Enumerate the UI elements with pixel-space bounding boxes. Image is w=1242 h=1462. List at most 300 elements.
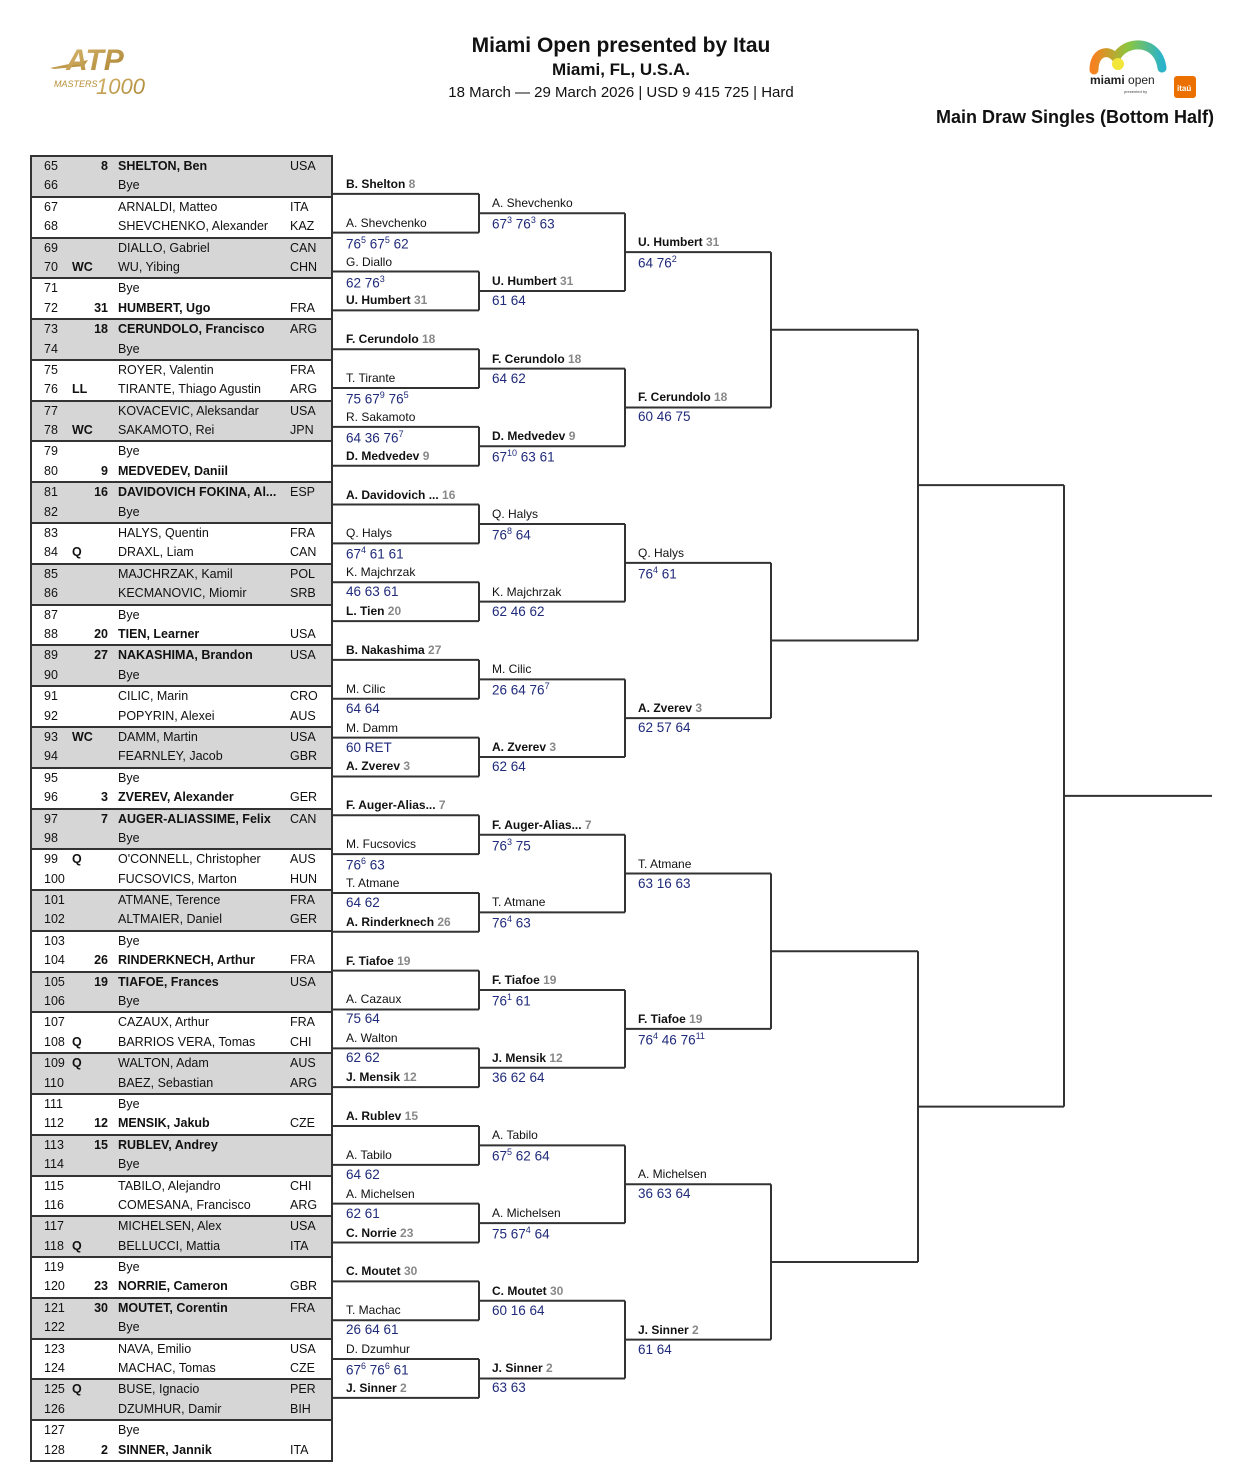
winner-seed: 18 xyxy=(418,332,436,347)
winner-name: T. Atmane xyxy=(638,856,692,871)
match-score: 36 63 64 xyxy=(638,1186,691,1202)
draw-position: 84 xyxy=(44,545,58,560)
draw-position: 99 xyxy=(44,852,58,867)
r3-winner[interactable] xyxy=(638,1012,702,1026)
r3-winner[interactable] xyxy=(638,701,702,715)
player-name: SHELTON, Ben xyxy=(118,159,208,173)
country-code: FRA xyxy=(290,953,315,968)
r3-winner[interactable] xyxy=(638,857,691,871)
winner-name: U. Humbert xyxy=(638,235,703,250)
seed-number: 8 xyxy=(101,159,108,173)
winner-seed: 23 xyxy=(396,1225,414,1240)
r1-winner[interactable] xyxy=(346,1303,401,1317)
country-code: CHI xyxy=(290,1178,312,1193)
match-score: 75 $67^9$ $76^5$ xyxy=(346,390,409,407)
country-code: ARG xyxy=(290,1075,318,1090)
draw-position: 116 xyxy=(44,1197,64,1212)
seed-number: 30 xyxy=(94,1300,108,1315)
svg-text:miami open: miami open xyxy=(1090,73,1155,87)
match-score: 62 $76^3$ xyxy=(346,273,385,291)
winner-name: C. Moutet xyxy=(492,1283,547,1298)
winner-seed: 3 xyxy=(546,740,557,755)
r1-winner[interactable] xyxy=(346,643,441,657)
country-code: KAZ xyxy=(290,219,315,234)
player-name: Bye xyxy=(118,770,140,785)
draw-position: 72 xyxy=(44,300,58,315)
draw-position: 101 xyxy=(44,893,65,908)
match-score: 64 62 xyxy=(346,894,380,910)
r2-winner[interactable] xyxy=(492,585,561,599)
draw-position: 110 xyxy=(44,1075,64,1090)
winner-name: C. Norrie xyxy=(346,1225,397,1240)
winner-name: R. Sakamoto xyxy=(346,409,416,424)
seed-number: 19 xyxy=(94,974,108,989)
match-score: 62 62 xyxy=(346,1050,380,1066)
draw-position: 82 xyxy=(44,504,58,519)
winner-name: M. Cilic xyxy=(492,662,532,677)
r2-winner[interactable] xyxy=(492,1128,538,1142)
match-score: 61 64 xyxy=(638,1341,672,1357)
winner-seed: 19 xyxy=(539,973,557,988)
winner-seed: 31 xyxy=(410,293,428,308)
r3-winner[interactable] xyxy=(638,390,727,404)
winner-name: A. Walton xyxy=(346,1031,398,1046)
r1-winner[interactable] xyxy=(346,255,392,269)
draw-position: 73 xyxy=(44,322,58,337)
country-code: GBR xyxy=(290,749,318,764)
player-name: TIAFOE, Frances xyxy=(118,974,219,989)
winner-name: J. Sinner xyxy=(346,1380,397,1395)
r3-winner[interactable] xyxy=(638,1167,707,1181)
winner-name: B. Shelton xyxy=(346,176,406,191)
svg-text:MASTERS: MASTERS xyxy=(54,79,98,89)
draw-position: 105 xyxy=(44,974,65,989)
draw-position: 112 xyxy=(44,1116,64,1131)
r3-winner[interactable] xyxy=(638,546,684,560)
draw-position: 77 xyxy=(44,403,58,418)
player-name: COMESANA, Francisco xyxy=(118,1197,251,1212)
winner-name: M. Cilic xyxy=(346,681,386,696)
winner-seed: 27 xyxy=(424,642,442,657)
winner-seed: 2 xyxy=(688,1322,699,1337)
tournament-location: Miami, FL, U.S.A. xyxy=(552,60,690,79)
winner-seed: 3 xyxy=(692,701,703,716)
svg-text:itaú: itaú xyxy=(1177,84,1192,93)
match-score: 63 16 63 xyxy=(638,875,691,891)
player-name: TIEN, Learner xyxy=(118,626,200,641)
draw-position: 78 xyxy=(44,423,58,438)
draw-position: 104 xyxy=(44,953,65,968)
r3-winner[interactable] xyxy=(638,235,719,249)
winner-name: J. Mensik xyxy=(346,1070,401,1085)
r1-winner[interactable] xyxy=(346,1381,407,1395)
draw-position: 111 xyxy=(44,1096,64,1111)
r1-winner[interactable] xyxy=(346,1070,417,1084)
r1-winner[interactable] xyxy=(346,1342,410,1356)
r1-winner[interactable] xyxy=(346,410,415,424)
player-name: O'CONNELL, Christopher xyxy=(118,852,261,867)
draw-position: 67 xyxy=(44,199,58,214)
seed-number: 9 xyxy=(101,463,108,478)
match-score: 62 57 64 xyxy=(638,720,691,736)
r2-winner[interactable] xyxy=(492,1361,553,1375)
draw-position: 85 xyxy=(44,566,58,581)
player-name: CILIC, Marin xyxy=(118,689,189,704)
country-code: CAN xyxy=(290,545,317,560)
match-score: 64 62 xyxy=(346,1166,380,1182)
r2-winner[interactable] xyxy=(492,740,556,754)
winner-name: F. Tiafoe xyxy=(492,973,540,988)
player-name: WU, Yibing xyxy=(118,259,180,274)
winner-seed: 7 xyxy=(581,817,592,832)
r1-winner[interactable] xyxy=(346,1187,415,1201)
match-score: 60 RET xyxy=(346,739,392,755)
winner-name: F. Tiafoe xyxy=(346,953,394,968)
winner-name: U. Humbert xyxy=(492,273,557,288)
country-code: PER xyxy=(290,1382,316,1397)
draw-position: 114 xyxy=(44,1157,64,1172)
r1-winner[interactable] xyxy=(346,992,401,1006)
winner-seed: 19 xyxy=(393,953,411,968)
draw-position: 68 xyxy=(44,219,58,234)
svg-text:presented by: presented by xyxy=(1124,89,1148,94)
player-name: BARRIOS VERA, Tomas xyxy=(118,1034,256,1049)
player-name: MICHELSEN, Alex xyxy=(118,1219,222,1234)
match-score: 75 $67^4$ 64 xyxy=(492,1225,550,1242)
winner-seed: 18 xyxy=(710,390,728,405)
r2-winner[interactable] xyxy=(492,818,592,832)
match-score: 26 64 $76^7$ xyxy=(492,681,550,698)
winner-name: A. Zverev xyxy=(638,701,693,716)
winner-seed: 12 xyxy=(546,1050,563,1065)
r1-winner[interactable] xyxy=(346,798,446,812)
match-score: $76^1$ 61 xyxy=(492,992,531,1009)
draw-position: 88 xyxy=(44,626,58,641)
country-code: FRA xyxy=(290,1300,315,1315)
r1-winner[interactable] xyxy=(346,488,455,502)
entry-status: Q xyxy=(72,1056,82,1071)
player-name: CERUNDOLO, Francisco xyxy=(118,322,265,337)
match-score: $76^4$ 61 xyxy=(638,564,677,582)
r2-winner[interactable] xyxy=(492,973,556,987)
country-code: GER xyxy=(290,912,318,927)
r2-winner[interactable] xyxy=(492,895,545,909)
seed-number: 18 xyxy=(94,322,108,337)
r2-winner[interactable] xyxy=(492,1284,563,1298)
r1-winner[interactable] xyxy=(346,216,427,230)
entry-status: LL xyxy=(72,382,88,397)
draw-position: 75 xyxy=(44,362,58,377)
player-name: Bye xyxy=(118,341,140,356)
match-score: 36 62 64 xyxy=(492,1069,545,1085)
r1-winner[interactable] xyxy=(346,371,395,385)
r1-winner[interactable] xyxy=(346,293,427,307)
country-code: ESP xyxy=(290,485,316,500)
winner-name: A. Tabilo xyxy=(492,1128,538,1143)
draw-position: 95 xyxy=(44,770,58,785)
r1-winner[interactable] xyxy=(346,759,410,773)
r1-winner[interactable] xyxy=(346,1148,392,1162)
winner-name: M. Damm xyxy=(346,720,398,735)
player-name: KOVACEVIC, Aleksandar xyxy=(118,403,259,418)
country-code: USA xyxy=(290,403,316,418)
player-name: ZVEREV, Alexander xyxy=(118,790,234,805)
seed-number: 7 xyxy=(101,811,108,826)
draw-position: 103 xyxy=(44,933,65,948)
winner-name: B. Nakashima xyxy=(346,642,425,657)
match-score: 64 64 xyxy=(346,700,380,716)
country-code: POL xyxy=(290,566,316,581)
player-row[interactable] xyxy=(32,1421,331,1440)
country-code: FRA xyxy=(290,300,315,315)
seed-number: 2 xyxy=(101,1442,108,1457)
r2-winner[interactable] xyxy=(492,196,573,210)
draw-position: 76 xyxy=(44,382,58,397)
country-code: CHN xyxy=(290,259,318,274)
country-code: CZE xyxy=(290,1361,315,1376)
draw-position: 93 xyxy=(44,729,58,744)
winner-name: F. Cerundolo xyxy=(492,351,565,366)
entry-status: Q xyxy=(72,1034,82,1049)
draw-position: 66 xyxy=(44,178,58,193)
winner-seed: 2 xyxy=(542,1361,553,1376)
player-name: HALYS, Quentin xyxy=(118,526,209,541)
match-score: $76^4$ 63 xyxy=(492,914,531,931)
player-name: Bye xyxy=(118,1096,140,1111)
winner-name: K. Majchrzak xyxy=(346,565,416,580)
player-name: ATMANE, Terence xyxy=(118,893,221,908)
winner-name: J. Mensik xyxy=(492,1050,547,1065)
draw-position: 83 xyxy=(44,526,58,541)
winner-name: A. Davidovich ... xyxy=(346,487,439,502)
r1-winner[interactable] xyxy=(346,1226,413,1240)
r1-winner[interactable] xyxy=(346,449,429,463)
country-code: USA xyxy=(290,1341,316,1356)
player-name: BAEZ, Sebastian xyxy=(118,1075,214,1090)
draw-position: 97 xyxy=(44,811,58,826)
winner-seed: 30 xyxy=(400,1264,418,1279)
seed-number: 26 xyxy=(94,953,108,968)
player-name: Bye xyxy=(118,933,140,948)
player-name: Bye xyxy=(118,1423,140,1438)
player-name: Bye xyxy=(118,994,140,1009)
winner-seed: 9 xyxy=(419,448,430,463)
player-name: KECMANOVIC, Miomir xyxy=(118,586,247,601)
r1-winner[interactable] xyxy=(346,954,410,968)
draw-position: 98 xyxy=(44,830,58,845)
draw-position: 106 xyxy=(44,994,65,1009)
draw-position: 123 xyxy=(44,1341,65,1356)
match-score: $76^4$ 46 $76^{11}$ xyxy=(638,1030,705,1048)
r1-winner[interactable] xyxy=(346,837,416,851)
player-name: ARNALDI, Matteo xyxy=(118,199,218,214)
country-code: CHI xyxy=(290,1034,312,1049)
r2-winner[interactable] xyxy=(492,274,573,288)
player-name: MOUTET, Corentin xyxy=(118,1300,228,1315)
winner-seed: 12 xyxy=(400,1070,417,1085)
entry-status: WC xyxy=(72,729,93,744)
player-name: POPYRIN, Alexei xyxy=(118,708,215,723)
match-score: 64 $76^2$ xyxy=(638,254,677,271)
player-name: NAKASHIMA, Brandon xyxy=(118,648,253,663)
r3-winner[interactable] xyxy=(638,1323,699,1337)
winner-name: D. Medvedev xyxy=(492,429,566,444)
player-name: Bye xyxy=(118,830,140,845)
r1-winner[interactable] xyxy=(346,526,392,540)
player-name: RUBLEV, Andrey xyxy=(118,1137,218,1152)
r1-winner[interactable] xyxy=(346,604,401,618)
country-code: ITA xyxy=(290,1442,309,1457)
player-name: ALTMAIER, Daniel xyxy=(118,912,222,927)
winner-name: A. Tabilo xyxy=(346,1147,392,1162)
player-name: NAVA, Emilio xyxy=(118,1341,192,1356)
draw-position: 81 xyxy=(44,485,58,500)
player-name: SHEVCHENKO, Alexander xyxy=(118,219,269,234)
winner-name: U. Humbert xyxy=(346,293,411,308)
draw-position: 119 xyxy=(44,1260,64,1275)
entry-status: WC xyxy=(72,259,93,274)
r1-winner[interactable] xyxy=(346,876,399,890)
country-code: USA xyxy=(290,729,316,744)
match-score: 62 61 xyxy=(346,1205,380,1221)
country-code: GBR xyxy=(290,1279,318,1294)
draw-position: 87 xyxy=(44,607,58,622)
entry-status: Q xyxy=(72,545,82,560)
match-score: $76^6$ 63 xyxy=(346,856,385,873)
player-name: DAVIDOVICH FOKINA, Al... xyxy=(118,485,277,500)
winner-name: Q. Halys xyxy=(638,545,685,560)
player-name: AUGER-ALIASSIME, Felix xyxy=(118,811,271,826)
r2-winner[interactable] xyxy=(492,352,581,366)
winner-seed: 30 xyxy=(546,1283,564,1298)
draw-position: 127 xyxy=(44,1423,65,1438)
player-name: FEARNLEY, Jacob xyxy=(118,749,223,764)
player-name: Bye xyxy=(118,178,140,193)
winner-name: A. Michelsen xyxy=(346,1186,415,1201)
r1-winner[interactable] xyxy=(346,721,398,735)
r1-winner[interactable] xyxy=(346,1264,417,1278)
seed-number: 31 xyxy=(94,300,108,315)
seed-number: 20 xyxy=(94,626,108,641)
draw-position: 120 xyxy=(44,1279,65,1294)
match-score: 26 64 61 xyxy=(346,1322,399,1338)
match-score: 60 46 75 xyxy=(638,409,691,425)
draw-position: 91 xyxy=(44,689,58,704)
draw-position: 65 xyxy=(44,159,58,173)
winner-name: D. Medvedev xyxy=(346,448,420,463)
match-score: 46 63 61 xyxy=(346,584,399,600)
country-code: USA xyxy=(290,974,316,989)
match-score: 62 64 xyxy=(492,759,526,775)
country-code: GER xyxy=(290,790,318,805)
draw-position: 70 xyxy=(44,259,58,274)
winner-name: A. Zverev xyxy=(492,740,547,755)
country-code: ITA xyxy=(290,199,309,214)
r1-winner[interactable] xyxy=(346,177,415,191)
country-code: ARG xyxy=(290,382,318,397)
winner-name: T. Atmane xyxy=(346,875,400,890)
winner-name: A. Shevchenko xyxy=(346,215,427,230)
player-name: MEDVEDEV, Daniil xyxy=(118,463,228,478)
match-score: $67^{10}$ 63 61 xyxy=(492,448,555,465)
draw-position: 115 xyxy=(44,1178,64,1193)
draw-position: 122 xyxy=(44,1320,65,1335)
country-code: AUS xyxy=(290,852,316,867)
player-name: Bye xyxy=(118,607,140,622)
winner-seed: 19 xyxy=(685,1011,703,1026)
r1-winner[interactable] xyxy=(346,915,451,929)
draw-position: 74 xyxy=(44,341,58,356)
winner-seed: 20 xyxy=(384,604,402,619)
player-name: Bye xyxy=(118,444,140,459)
country-code: ARG xyxy=(290,1197,318,1212)
winner-name: M. Fucsovics xyxy=(346,837,417,852)
winner-name: C. Moutet xyxy=(346,1264,401,1279)
r1-winner[interactable] xyxy=(346,682,385,696)
winner-name: A. Cazaux xyxy=(346,992,402,1007)
player-name: Bye xyxy=(118,1260,140,1275)
country-code: CZE xyxy=(290,1116,315,1131)
r2-winner[interactable] xyxy=(492,507,538,521)
draw-position: 86 xyxy=(44,586,58,601)
match-score: 60 16 64 xyxy=(492,1302,545,1318)
country-code: AUS xyxy=(290,708,316,723)
match-score: 64 36 $76^7$ xyxy=(346,428,404,446)
player-name: MENSIK, Jakub xyxy=(118,1116,210,1131)
player-row[interactable] xyxy=(32,1441,331,1460)
r2-winner[interactable] xyxy=(492,429,575,443)
match-score: 64 62 xyxy=(492,370,526,386)
r1-winner[interactable] xyxy=(346,332,435,346)
r2-winner[interactable] xyxy=(492,1206,561,1220)
draw-position: 109 xyxy=(44,1056,65,1071)
winner-seed: 26 xyxy=(434,914,451,929)
player-name: DRAXL, Liam xyxy=(118,545,194,560)
winner-name: A. Zverev xyxy=(346,759,401,774)
winner-name: Q. Halys xyxy=(346,526,393,541)
draw-position: 92 xyxy=(44,708,58,723)
r1-winner[interactable] xyxy=(346,1109,418,1123)
player-name: SINNER, Jannik xyxy=(118,1442,212,1457)
player-name: DIALLO, Gabriel xyxy=(118,240,210,255)
match-score: $76^8$ 64 xyxy=(492,525,531,543)
r1-winner[interactable] xyxy=(346,565,415,579)
draw-title: Main Draw Singles (Bottom Half) xyxy=(935,107,1214,127)
winner-name: F. Cerundolo xyxy=(638,390,711,405)
player-name: DAMM, Martin xyxy=(118,729,198,744)
winner-seed: 8 xyxy=(405,176,416,191)
country-code: JPN xyxy=(290,423,314,438)
draw-position: 107 xyxy=(44,1015,65,1030)
country-code: FRA xyxy=(290,362,315,377)
player-name: TIRANTE, Thiago Agustin xyxy=(118,382,261,397)
match-score: $76^3$ 75 xyxy=(492,836,531,854)
r2-winner[interactable] xyxy=(492,1051,563,1065)
winner-name: T. Tirante xyxy=(346,371,396,386)
draw-position: 89 xyxy=(44,648,58,663)
r1-winner[interactable] xyxy=(346,1031,398,1045)
draw-position: 90 xyxy=(44,667,58,682)
country-code: BIH xyxy=(290,1401,311,1416)
seed-number: 27 xyxy=(94,648,108,663)
draw-position: 100 xyxy=(44,871,65,886)
country-code: USA xyxy=(290,1219,316,1234)
player-name: BUSE, Ignacio xyxy=(118,1382,200,1397)
r2-winner[interactable] xyxy=(492,662,531,676)
country-code: CAN xyxy=(290,811,317,826)
draw-position: 125 xyxy=(44,1382,65,1397)
match-score: 63 63 xyxy=(492,1380,526,1396)
